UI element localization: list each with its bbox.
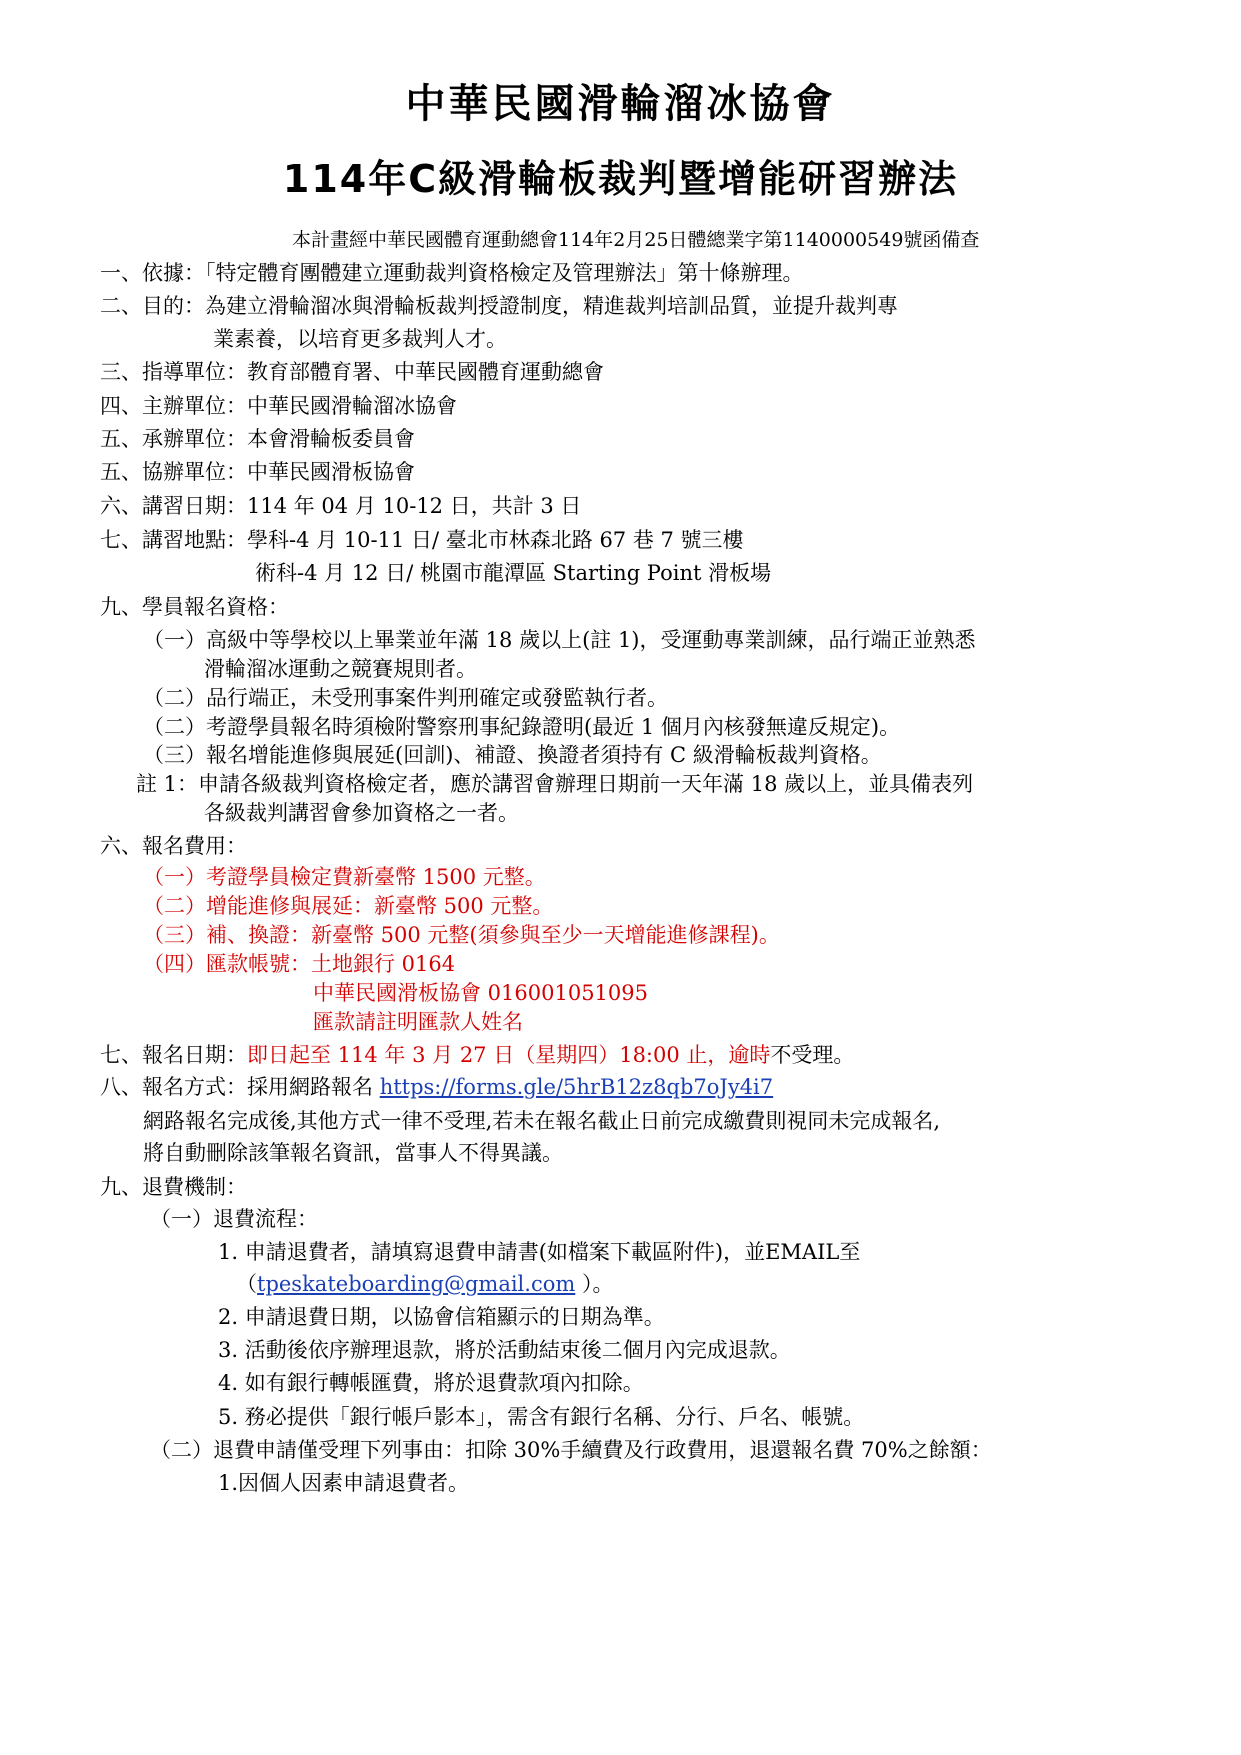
venue-line: 七、講習地點：學科-4 月 10-11 日/ 臺北市林森北路 67 巷 7 號三樓 xyxy=(100,528,744,552)
venue-line-cont: 術科-4 月 12 日/ 桃園市龍潭區 Starting Point 滑板場 xyxy=(255,561,772,585)
refund-email-line xyxy=(236,1270,613,1298)
fee-item: （一）考證學員檢定費新臺幣 1500 元整。 xyxy=(143,865,546,889)
eligibility-item: （三）報名增能進修與展延(回訓)、補證、換證者須持有 C 級滑輪板裁判資格。 xyxy=(143,743,882,767)
executor-line: 五、承辦單位：本會滑輪板委員會 xyxy=(100,427,415,451)
refund-subheading: （二）退費申請僅受理下列事由：扣除 30%手續費及行政費用，退還報名費 70%之餘額： xyxy=(150,1438,992,1462)
eligibility-item: （二）品行端正，未受刑事案件判刑確定或發監執行者。 xyxy=(143,686,668,710)
organizer-line: 四、主辦單位：中華民國滑輪溜冰協會 xyxy=(100,394,457,418)
refund-step: 5. 務必提供「銀行帳戶影本」，需含有銀行名稱、分行、戶名、帳號。 xyxy=(218,1405,865,1429)
note-line-cont: 各級裁判講習會參加資格之一者。 xyxy=(204,801,519,825)
document-subtitle: 114年C級滑輪板裁判暨增能研習辦法 xyxy=(282,157,959,201)
refund-step: 3. 活動後依序辦理退款，將於活動結束後二個月內完成退款。 xyxy=(218,1338,791,1362)
guidance-line: 三、指導單位：教育部體育署、中華民國體育運動總會 xyxy=(100,360,604,384)
method-line xyxy=(100,1073,773,1101)
deadline-suffix: 不受理。 xyxy=(770,1043,855,1067)
document-title: 中華民國滑輪溜冰協會 xyxy=(405,81,836,127)
refund-email-link[interactable]: tpeskateboarding@gmail.com xyxy=(257,1272,576,1296)
refund-heading: 九、退費機制： xyxy=(100,1175,247,1199)
fee-item: （二）增能進修與展延：新臺幣 500 元整。 xyxy=(143,894,554,918)
paren-open: （ xyxy=(236,1272,257,1296)
refund-step: 1. 申請退費者，請填寫退費申請書(如檔案下載區附件)，並EMAIL至 xyxy=(218,1240,861,1264)
dates-line: 六、講習日期：114 年 04 月 10-12 日，共計 3 日 xyxy=(100,494,582,518)
basis-line: 一、依據：「特定體育團體建立運動裁判資格檢定及管理辦法」第十條辦理。 xyxy=(100,261,804,285)
fee-item: （三）補、換證：新臺幣 500 元整(須參與至少一天增能進修課程)。 xyxy=(143,923,780,947)
method-label: 八、報名方式：採用網路報名 xyxy=(100,1075,380,1099)
eligibility-heading: 九、學員報名資格： xyxy=(100,595,289,619)
eligibility-item: （二）考證學員報名時須檢附警察刑事紀錄證明(最近 1 個月內核發無違反規定)。 xyxy=(143,715,901,739)
refund-subheading: （一）退費流程： xyxy=(150,1207,318,1231)
reference-note: 本計畫經中華民國體育運動總會114年2月25日體總業字第1140000549號函備查 xyxy=(292,229,980,251)
deadline-label: 七、報名日期： xyxy=(100,1043,247,1067)
fee-heading: 六、報名費用： xyxy=(100,834,247,858)
registration-link[interactable]: https://forms.gle/5hrB12z8qb7oJy4i7 xyxy=(379,1075,774,1099)
refund-step: 1.因個人因素申請退費者。 xyxy=(218,1471,470,1495)
remittance-note: 匯款請註明匯款人姓名 xyxy=(313,1010,523,1034)
method-line-cont: 將自動刪除該筆報名資訊，當事人不得異議。 xyxy=(143,1141,563,1165)
purpose-line-cont: 業素養，以培育更多裁判人才。 xyxy=(213,327,507,351)
paren-close: ）。 xyxy=(575,1272,614,1296)
deadline-date: 即日起至 114 年 3 月 27 日（星期四）18:00 止，逾時 xyxy=(247,1043,771,1067)
refund-step: 2. 申請退費日期，以協會信箱顯示的日期為準。 xyxy=(218,1305,665,1329)
eligibility-item: （一）高級中等學校以上畢業並年滿 18 歲以上(註 1)，受運動專業訓練，品行端正並熟悉 xyxy=(143,628,976,652)
deadline-line xyxy=(100,1041,854,1069)
bank-account-name: 中華民國滑板協會 016001051095 xyxy=(313,981,649,1005)
purpose-line: 二、目的：為建立滑輪溜冰與滑輪板裁判授證制度，精進裁判培訓品質，並提升裁判專 xyxy=(100,294,898,318)
eligibility-item-cont: 滑輪溜冰運動之競賽規則者。 xyxy=(204,657,477,681)
fee-item: （四）匯款帳號：土地銀行 0164 xyxy=(143,952,456,976)
note-line: 註 1：申請各級裁判資格檢定者，應於講習會辦理日期前一天年滿 18 歲以上，並具備表列 xyxy=(136,772,974,796)
refund-step: 4. 如有銀行轉帳匯費，將於退費款項內扣除。 xyxy=(218,1371,644,1395)
co-organizer-line: 五、協辦單位：中華民國滑板協會 xyxy=(100,460,415,484)
method-line-cont: 網路報名完成後,其他方式一律不受理,若未在報名截止日前完成繳費則視同未完成報名, xyxy=(143,1109,941,1133)
